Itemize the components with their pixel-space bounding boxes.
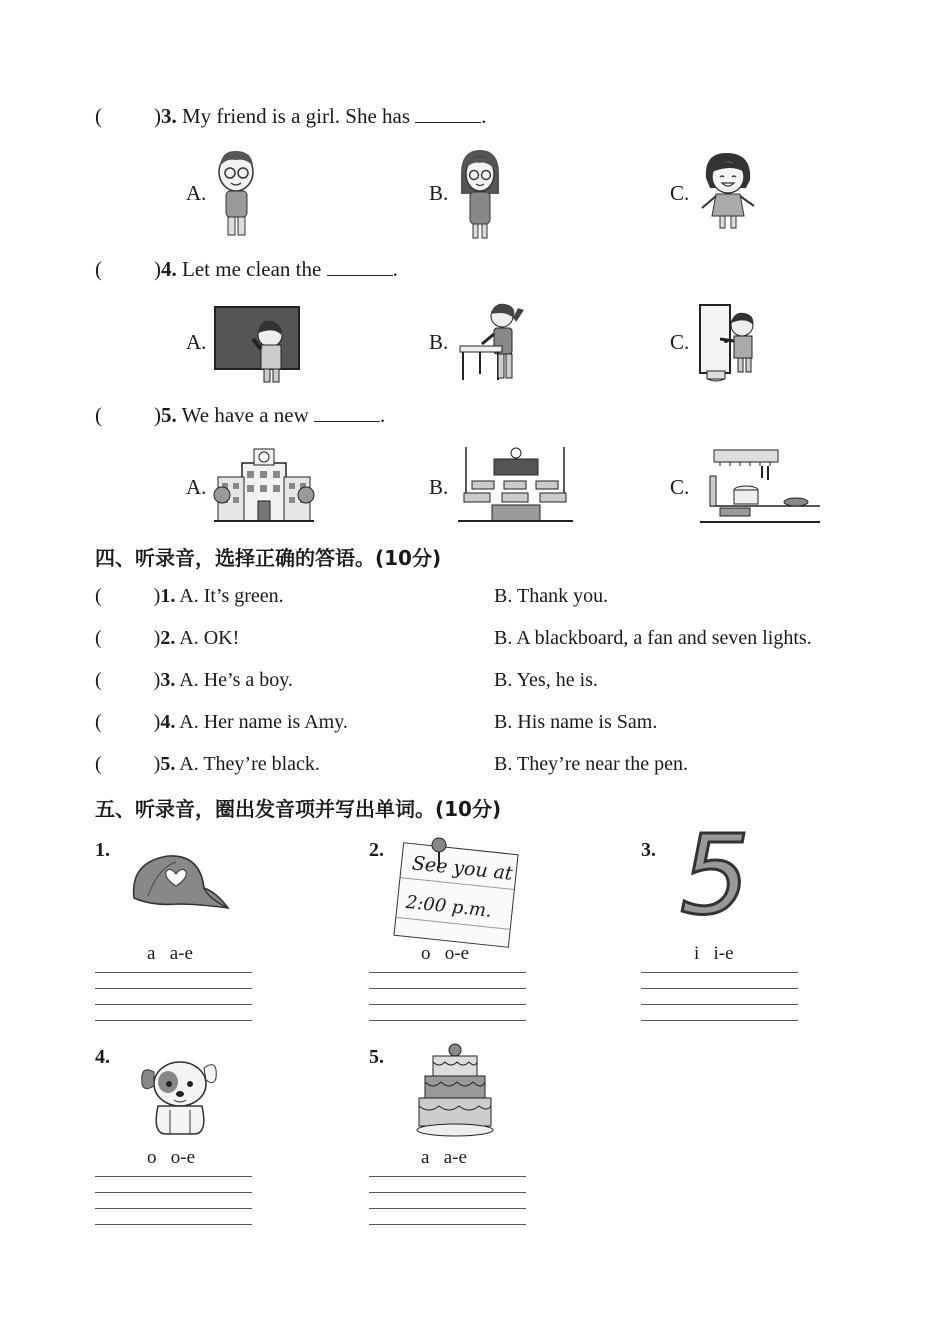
option-long[interactable]: o-e [170,1147,196,1168]
question-text: Let me clean the [182,257,322,281]
phonics-options-2 [421,943,469,965]
question-text: My friend is a girl. She has [182,104,411,128]
option-short[interactable]: a [421,1147,430,1168]
question-text: We have a new [181,403,309,427]
s4-q3-option-b[interactable]: B. Yes, he is. [494,669,598,691]
item-number: 2. [369,839,384,861]
answer-bracket[interactable]: ( [95,753,102,775]
answer-bracket[interactable]: ( [95,585,102,607]
option-b-label[interactable]: B. [429,330,449,354]
s4-question-3: ( )3. A. He’s a boy. [95,669,293,691]
boy-with-glasses-picture [212,148,262,238]
question-4-row: ( )4. Let me clean the . [95,257,398,281]
option-short[interactable]: i [694,943,700,964]
boy-cleaning-blackboard-picture [215,305,300,383]
question-number: 5. [161,403,177,427]
s4-q5-option-b[interactable]: B. They’re near the pen. [494,753,688,775]
option-a[interactable]: A. It’s green. [179,585,284,607]
option-short[interactable]: o [147,1147,157,1168]
option-c-label[interactable]: C. [670,475,690,499]
classroom-picture [458,445,573,523]
question-number: 3. [161,104,177,128]
s4-q4-option-b[interactable]: B. His name is Sam. [494,711,658,733]
note-line-2: 2:00 p.m. [404,891,493,922]
girl-short-hair-picture [698,150,758,230]
item-number: 3. [641,839,656,861]
phonics-options-5 [421,1147,467,1169]
option-a-label[interactable]: A. [186,330,207,354]
s4-q2-option-b[interactable]: B. A blackboard, a fan and seven lights. [494,627,812,649]
phonics-options-3 [694,943,734,965]
fill-blank[interactable] [327,259,393,276]
answer-bracket[interactable]: ( [95,711,102,733]
s4-question-4: ( )4. A. Her name is Amy. [95,711,348,733]
girl-with-glasses-picture [455,148,505,240]
note-paper [393,842,518,948]
number-five-picture: 5 [680,811,750,939]
kitchen-picture [700,446,820,524]
option-short[interactable]: a [147,943,156,964]
option-b-label[interactable]: B. [429,475,449,499]
cake-picture [415,1040,495,1140]
section-4-title: 四、听录音，选择正确的答语。(10分) [95,546,442,570]
option-b-label[interactable]: B. [429,181,449,205]
option-a[interactable]: A. OK! [179,627,240,649]
s4-q1-option-b[interactable]: B. Thank you. [494,585,609,607]
question-3-row: ( )3. My friend is a girl. She has . [95,104,487,128]
question-5-row: ( )5. We have a new . [95,403,386,427]
option-long[interactable]: a-e [169,943,193,964]
option-long[interactable]: i-e [713,943,734,964]
school-building-picture [214,447,314,523]
question-number: 4. [161,257,177,281]
option-long[interactable]: o-e [444,943,470,964]
phonics-options-4 [147,1147,195,1169]
s4-question-1: ( )1. A. It’s green. [95,585,284,607]
phonics-options-1 [147,943,193,965]
answer-bracket[interactable]: ( [95,627,102,649]
section-5-title: 五、听录音，圈出发音项并写出单词。(10分) [95,797,502,821]
option-a-label[interactable]: A. [186,181,207,205]
item-number: 4. [95,1046,110,1068]
fill-blank[interactable] [314,405,380,422]
boy-cleaning-door-picture [698,303,760,385]
option-a[interactable]: A. They’re black. [179,753,320,775]
s4-question-5: ( )5. A. They’re black. [95,753,320,775]
item-number: 5. [369,1046,384,1068]
fill-blank[interactable] [415,106,481,123]
answer-bracket[interactable]: ( [95,104,102,128]
option-a-label[interactable]: A. [186,475,207,499]
cap-picture [128,852,230,916]
item-number: 1. [95,839,110,861]
s4-question-2: ( )2. A. OK! [95,627,240,649]
girl-cleaning-desk-picture [458,300,533,385]
answer-bracket[interactable]: ( [95,669,102,691]
option-c-label[interactable]: C. [670,330,690,354]
option-a[interactable]: A. He’s a boy. [179,669,293,691]
option-long[interactable]: a-e [443,1147,467,1168]
pushpin-icon [428,836,450,870]
option-c-label[interactable]: C. [670,181,690,205]
answer-bracket[interactable]: ( [95,257,102,281]
note-line-1: See you at [410,852,514,885]
option-a[interactable]: A. Her name is Amy. [179,711,348,733]
dog-picture [136,1050,220,1138]
option-short[interactable]: o [421,943,431,964]
answer-bracket[interactable]: ( [95,403,102,427]
